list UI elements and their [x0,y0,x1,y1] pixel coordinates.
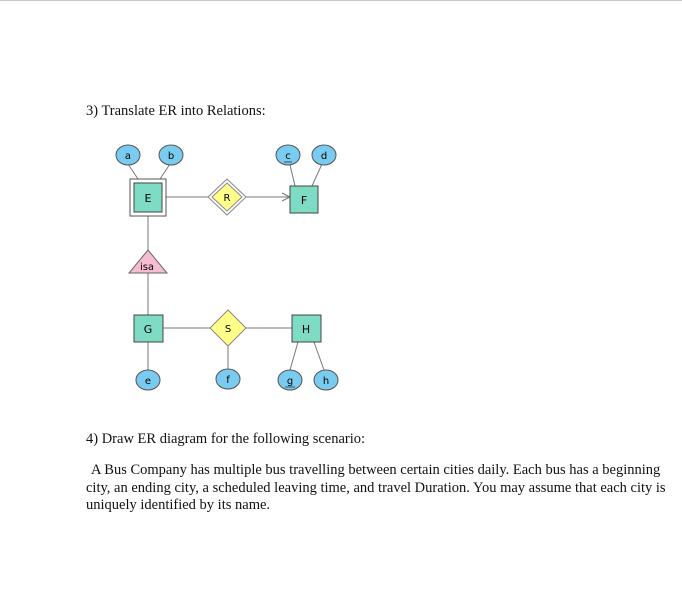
entity-f-label: F [300,194,308,207]
attribute-a [116,145,140,165]
entity-e [130,179,166,216]
attribute-f-label: f [226,375,230,386]
entity-g [134,315,163,342]
attribute-d-label: d [320,151,328,162]
attribute-h [314,370,338,390]
question-4-body: A Bus Company has multiple bus travelling between certain cities daily. Each bus has a beginning city, an ending city, a scheduled leaving time, and travel Duration. You may assume that each city is uniquely identified by its name. [86,462,666,513]
attribute-e-label: e [144,376,152,387]
relationship-r [208,179,246,215]
entity-h [292,315,321,342]
attribute-h-label: h [322,376,330,387]
attribute-f [216,369,240,389]
relationship-s [210,310,246,346]
attribute-c [276,145,300,165]
entity-f [290,186,318,213]
attribute-b [159,145,183,165]
attribute-g [278,370,302,390]
relationship-s-label: S [224,324,232,335]
attribute-c-label: c [285,151,291,162]
question-4-heading: 4) Draw ER diagram for the following scenario: [86,431,366,447]
attribute-b-label: b [167,151,175,162]
entity-g-label: G [143,323,153,336]
question-3-heading: 3) Translate ER into Relations: [86,103,266,119]
isa-label: isa [139,262,155,273]
attribute-a-label: a [124,151,132,162]
relationship-r-label: R [223,193,231,204]
entity-e-label: E [144,192,152,205]
entity-h-label: H [301,323,311,336]
isa-triangle [129,250,167,273]
attribute-e [136,370,160,390]
attribute-g-label: g [286,376,294,387]
attribute-d [312,145,336,165]
